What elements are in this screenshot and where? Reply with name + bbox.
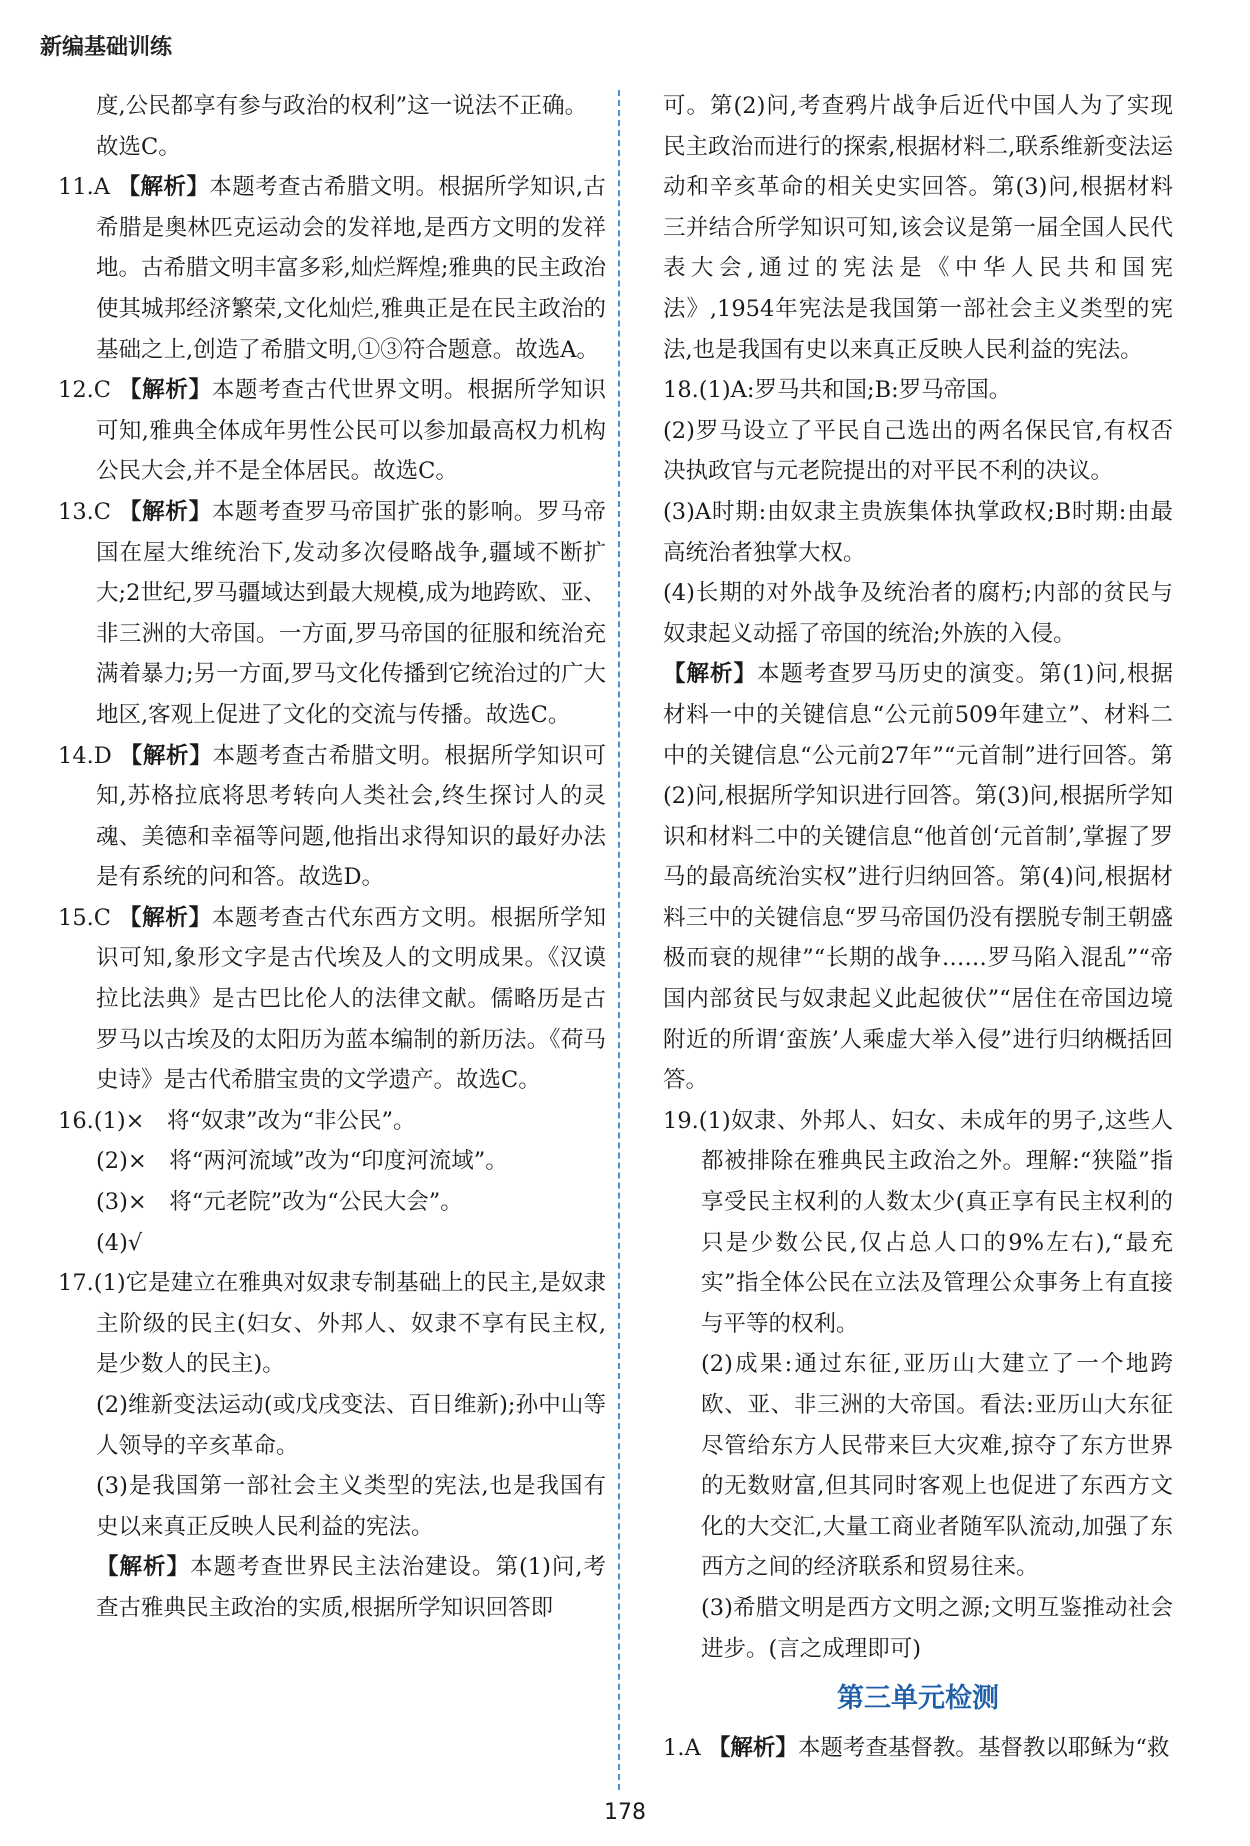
- paragraph-text: (1)奴隶、外邦人、妇女、未成年的男子,这些人都被排除在雅典民主政治之外。理解:“狭隘”指享受民主权利的人数太少(真正享有民主权利的只是少数公民,仅占总人口的9%左右),“最充实”指全体公民在立法及管理公众事务上有直接与平等的权利。: [698, 1107, 1173, 1337]
- paragraph-text: (1)A:罗马共和国;B:罗马帝国。: [698, 377, 1012, 404]
- paragraph-text: (4)长期的对外战争及统治者的腐朽;内部的贫民与奴隶起义动摇了帝国的统治;外族的入侵。: [663, 580, 1173, 647]
- paragraph-text: (2)× 将“两河流域”改为“印度河流域”。: [96, 1148, 508, 1175]
- paragraph-text: 本题考查古希腊文明。根据所学知识,古希腊是奥林匹克运动会的发祥地,是西方文明的发祥地。古希腊文明丰富多彩,灿烂辉煌;雅典的民主政治使其城邦经济繁荣,文化灿烂,雅典正是在民主政治的基础之上,创造了希腊文明,①③符合题意。故选A。: [96, 174, 606, 363]
- paragraph-text: 本题考查罗马帝国扩张的影响。罗马帝国在屋大维统治下,发动多次侵略战争,疆域不断扩大;2世纪,罗马疆域达到最大规模,成为地跨欧、亚、非三洲的大帝国。一方面,罗马帝国的征服和统治充满着暴力;另一方面,罗马文化传播到它统治过的广大地区,客观上促进了文化的交流与传播。故选C。: [96, 498, 606, 728]
- paragraph-text: 本题考查古希腊文明。根据所学知识可知,苏格拉底将思考转向人类社会,终生探讨人的灵魂、美德和幸福等问题,他指出求得知识的最好办法是有系统的问和答。故选D。: [96, 742, 606, 891]
- question-number: 16.: [58, 1107, 94, 1134]
- paragraph-text: 本题考查基督教。基督教以耶稣为“救: [797, 1734, 1170, 1761]
- left-paragraph-7: [58, 1101, 606, 1142]
- paragraph-text: 本题考查世界民主法治建设。第(1)问,考查古雅典民主政治的实质,根据所学知识回答即: [96, 1554, 606, 1621]
- left-paragraph-12: [58, 1385, 606, 1466]
- left-column: [58, 86, 606, 1629]
- left-paragraph-8: [58, 1141, 606, 1182]
- left-paragraph-1: [58, 127, 606, 168]
- right-paragraph-3: [663, 492, 1173, 573]
- paragraph-text: 故选C。: [96, 133, 181, 160]
- question-number: 14.D: [58, 742, 120, 769]
- analysis-tag: 【解析】: [119, 742, 213, 769]
- left-paragraph-2: [58, 167, 606, 370]
- paragraph-text: (2)维新变法运动(或戊戌变法、百日维新);孙中山等人领导的辛亥革命。: [96, 1392, 606, 1459]
- question-number: 18.: [663, 377, 699, 404]
- question-number: 17.: [58, 1270, 94, 1297]
- right-paragraph-2: [663, 411, 1173, 492]
- column-divider: [618, 90, 620, 1790]
- left-paragraph-13: [58, 1466, 606, 1547]
- analysis-tag: 【解析】: [118, 377, 212, 404]
- question-number: 1.A: [663, 1734, 708, 1761]
- paragraph-text: 可。第(2)问,考查鸦片战争后近代中国人为了实现民主政治而进行的探索,根据材料二,联系维新变法运动和辛亥革命的相关史实回答。第(3)问,根据材料三并结合所学知识可知,该会议是第一届全国人民代表大会,通过的宪法是《中华人民共和国宪法》,1954年宪法是我国第一部社会主义类型的宪法,也是我国有史以来真正反映人民利益的宪法。: [663, 93, 1173, 363]
- analysis-tag: 【解析】: [117, 174, 210, 201]
- analysis-tag: 【解析】: [663, 661, 757, 688]
- page-number: 178: [604, 1800, 646, 1825]
- question-number: 19.: [663, 1107, 699, 1134]
- left-paragraph-0: [58, 86, 606, 127]
- left-paragraph-6: [58, 898, 606, 1101]
- paragraph-text: 本题考查罗马历史的演变。第(1)问,根据材料一中的关键信息“公元前509年建立”、材料二中的关键信息“公元前27年”“元首制”进行回答。第(2)问,根据所学知识进行回答。第(3)问,根据所学知识和材料二中的关键信息“他首创‘元首制’,掌握了罗马的最高统治实权”进行归纳回答。第(4)问,根据材料三中的关键信息“罗马帝国仍没有摆脱专制王朝盛极而衰的规律”“长期的战争……罗马陷入混乱”“帝国内部贫民与奴隶起义此起彼伏”“居住在帝国边境附近的所谓‘蛮族’人乘虚大举入侵”进行归纳概括回答。: [663, 661, 1173, 1094]
- right-paragraph-0: [663, 86, 1173, 370]
- left-paragraph-5: [58, 736, 606, 898]
- right-paragraph-1: [663, 370, 1173, 411]
- left-paragraph-9: [58, 1182, 606, 1223]
- paragraph-text: 本题考查古代世界文明。根据所学知识可知,雅典全体成年男性公民可以参加最高权力机构公民大会,并不是全体居民。故选C。: [96, 377, 606, 485]
- paragraph-text: (1)它是建立在雅典对奴隶专制基础上的民主,是奴隶主阶级的民主(妇女、外邦人、奴隶不享有民主权,是少数人的民主)。: [93, 1270, 606, 1378]
- right-column: [663, 86, 1173, 1768]
- question-number: 15.C: [58, 904, 119, 931]
- analysis-tag: 【解析】: [118, 498, 212, 525]
- left-paragraph-14: [58, 1547, 606, 1628]
- paragraph-text: 度,公民都享有参与政治的权利”这一说法不正确。: [96, 93, 588, 119]
- question-number: 12.C: [58, 377, 119, 404]
- paragraph-text: (3)希腊文明是西方文明之源;文明互鉴推动社会进步。(言之成理即可): [701, 1594, 1173, 1662]
- left-paragraph-10: [58, 1223, 606, 1264]
- analysis-tag: 【解析】: [96, 1554, 190, 1581]
- unit-title: 第三单元检测: [837, 1683, 999, 1715]
- paragraph-text: (3)× 将“元老院”改为“公民大会”。: [96, 1189, 463, 1216]
- question-number: 13.C: [58, 498, 119, 525]
- paragraph-text: (3)是我国第一部社会主义类型的宪法,也是我国有史以来真正反映人民利益的宪法。: [96, 1473, 606, 1540]
- header-title: 新编基础训练: [40, 35, 173, 60]
- right-paragraph-9: [663, 1728, 1173, 1769]
- analysis-tag: 【解析】: [707, 1734, 798, 1761]
- paragraph-text: (2)罗马设立了平民自己选出的两名保民官,有权否决执政官与元老院提出的对平民不利的决议。: [663, 417, 1173, 485]
- left-paragraph-3: [58, 370, 606, 492]
- right-paragraph-8: [663, 1588, 1173, 1669]
- question-number: 11.A: [58, 174, 118, 201]
- right-paragraph-7: [663, 1344, 1173, 1588]
- left-paragraph-4: [58, 492, 606, 736]
- paragraph-text: (1)× 将“奴隶”改为“非公民”。: [93, 1107, 416, 1134]
- analysis-tag: 【解析】: [118, 904, 212, 931]
- paragraph-text: (2)成果:通过东征,亚历山大建立了一个地跨欧、亚、非三洲的大帝国。看法:亚历山大东征尽管给东方人民带来巨大灾难,掠夺了东方世界的无数财富,但其同时客观上也促进了东西方文化的大交汇,大量工商业者随军队流动,加强了东西方之间的经济联系和贸易往来。: [701, 1351, 1173, 1581]
- right-paragraph-6: [663, 1101, 1173, 1345]
- paragraph-text: 本题考查古代东西方文明。根据所学知识可知,象形文字是古代埃及人的文明成果。《汉谟拉比法典》是古巴比伦人的法律文献。儒略历是古罗马以古埃及的太阳历为蓝本编制的新历法。《荷马史诗》是古代希腊宝贵的文学遗产。故选C。: [96, 904, 606, 1094]
- right-paragraph-5: [663, 654, 1173, 1101]
- paragraph-text: (3)A时期:由奴隶主贵族集体执掌政权;B时期:由最高统治者独掌大权。: [663, 498, 1173, 566]
- left-paragraph-11: [58, 1263, 606, 1385]
- paragraph-text: (4)√: [96, 1229, 143, 1256]
- right-paragraph-4: [663, 573, 1173, 654]
